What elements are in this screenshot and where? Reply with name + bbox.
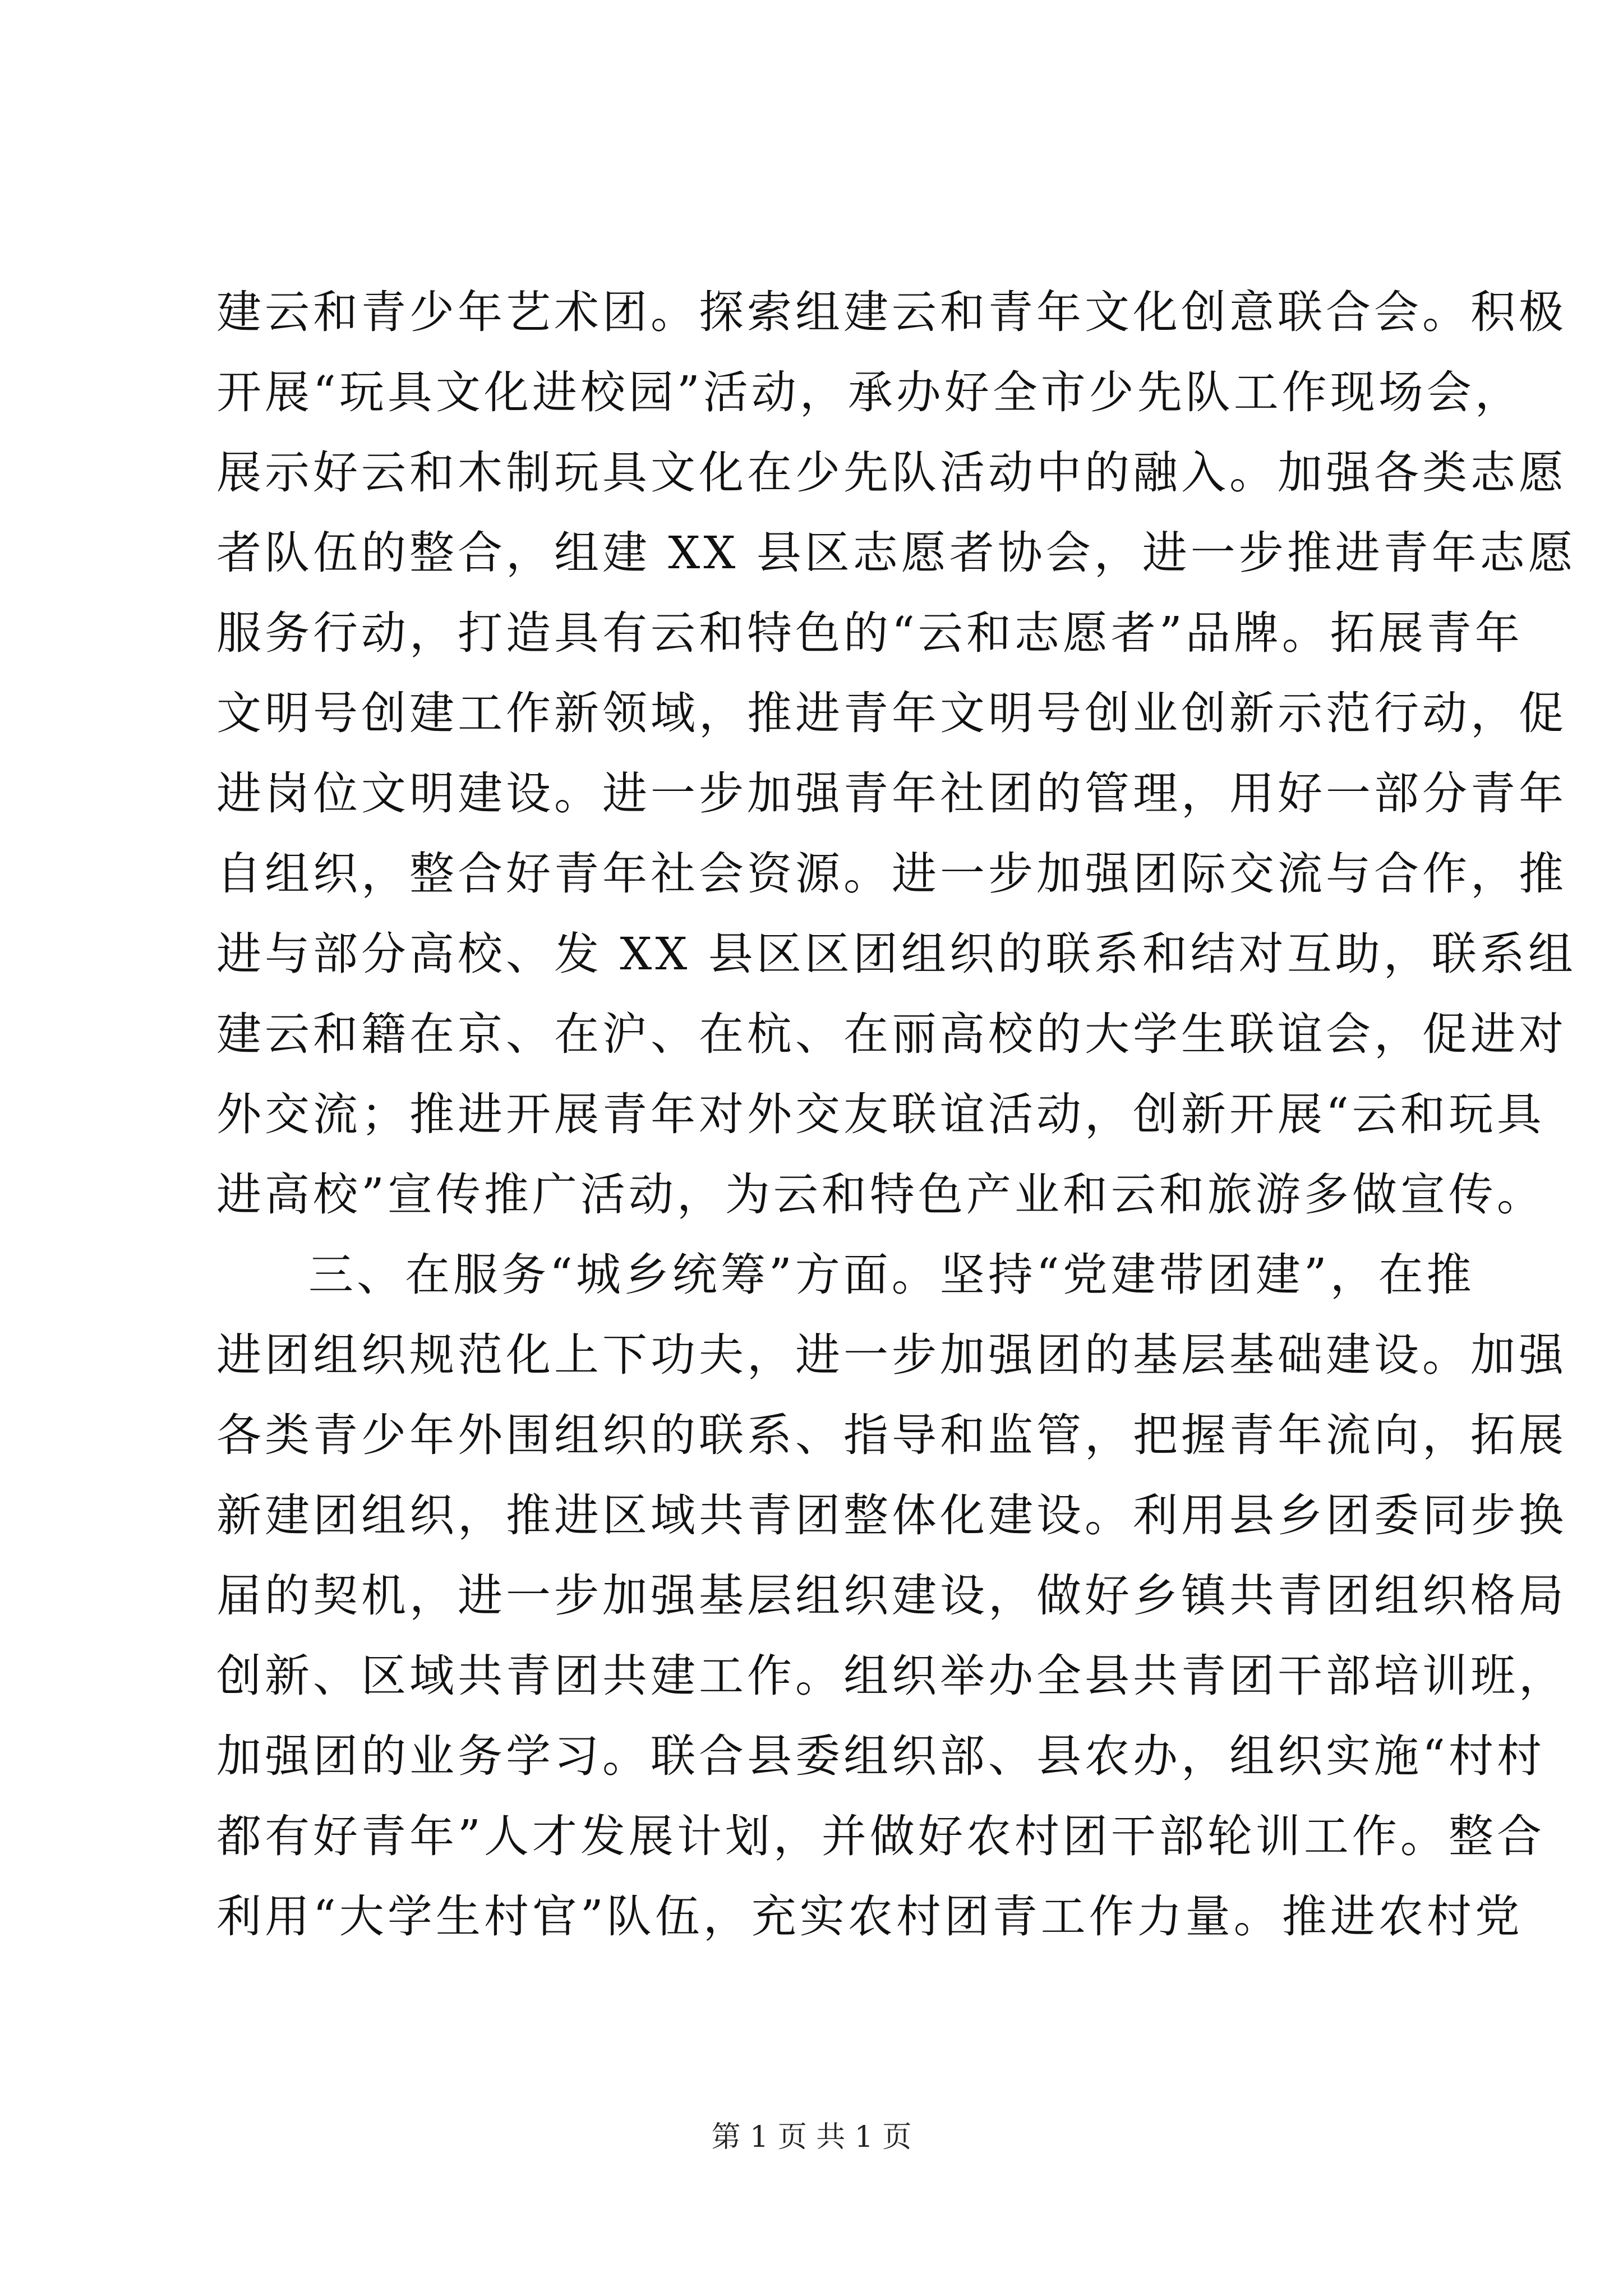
text-line: 自组织，整合好青年社会资源。进一步加强团际交流与合作，推 xyxy=(216,848,1567,900)
text-line: 文明号创建工作新领域，推进青年文明号创业创新示范行动，促 xyxy=(216,687,1567,739)
text-line: 进岗位文明建设。进一步加强青年社团的管理，用好一部分青年 xyxy=(216,767,1567,820)
text-line: 进团组织规范化上下功夫，进一步加强团的基层基础建设。加强 xyxy=(216,1329,1567,1381)
text-line: 外交流；推进开展青年对外交友联谊活动，创新开展“云和玩具 xyxy=(216,1088,1545,1140)
text-line: 服务行动，打造具有云和特色的“云和志愿者”品牌。拓展青年 xyxy=(216,607,1523,659)
text-line: 开展“玩具文化进校园”活动，承办好全市少先队工作现场会， xyxy=(216,366,1523,418)
paragraph-start-line: 三、在服务“城乡统筹”方面。坚持“党建带团建”，在推 xyxy=(308,1249,1475,1301)
page-footer: 第 1 页 共 1 页 xyxy=(711,2120,912,2154)
text-line: 建云和青少年艺术团。探索组建云和青年文化创意联合会。积极 xyxy=(216,286,1567,338)
text-line: 都有好青年”人才发展计划，并做好农村团干部轮训工作。整合 xyxy=(216,1810,1545,1862)
text-line: 建云和籍在京、在沪、在杭、在丽高校的大学生联谊会，促进对 xyxy=(216,1008,1567,1060)
text-line: 届的契机，进一步加强基层组织建设，做好乡镇共青团组织格局 xyxy=(216,1570,1567,1622)
text-line: 创新、区域共青团共建工作。组织举办全县共青团干部培训班， xyxy=(216,1650,1567,1702)
text-line: 展示好云和木制玩具文化在少先队活动中的融入。加强各类志愿 xyxy=(216,447,1567,499)
text-line: 新建团组织，推进区域共青团整体化建设。利用县乡团委同步换 xyxy=(216,1489,1567,1542)
text-line: 加强团的业务学习。联合县委组织部、县农办，组织实施“村村 xyxy=(216,1730,1545,1782)
text-line: 利用“大学生村官”队伍，充实农村团青工作力量。推进农村党 xyxy=(216,1890,1523,1943)
text-line: 进高校”宣传推广活动，为云和特色产业和云和旅游多做宣传。 xyxy=(216,1168,1545,1221)
text-line: 进与部分高校、发 XX 县区区团组织的联系和结对互助，联系组 xyxy=(216,928,1576,980)
text-line: 各类青少年外围组织的联系、指导和监管，把握青年流向，拓展 xyxy=(216,1409,1567,1461)
text-line: 者队伍的整合，组建 XX 县区志愿者协会，进一步推进青年志愿 xyxy=(216,527,1576,579)
